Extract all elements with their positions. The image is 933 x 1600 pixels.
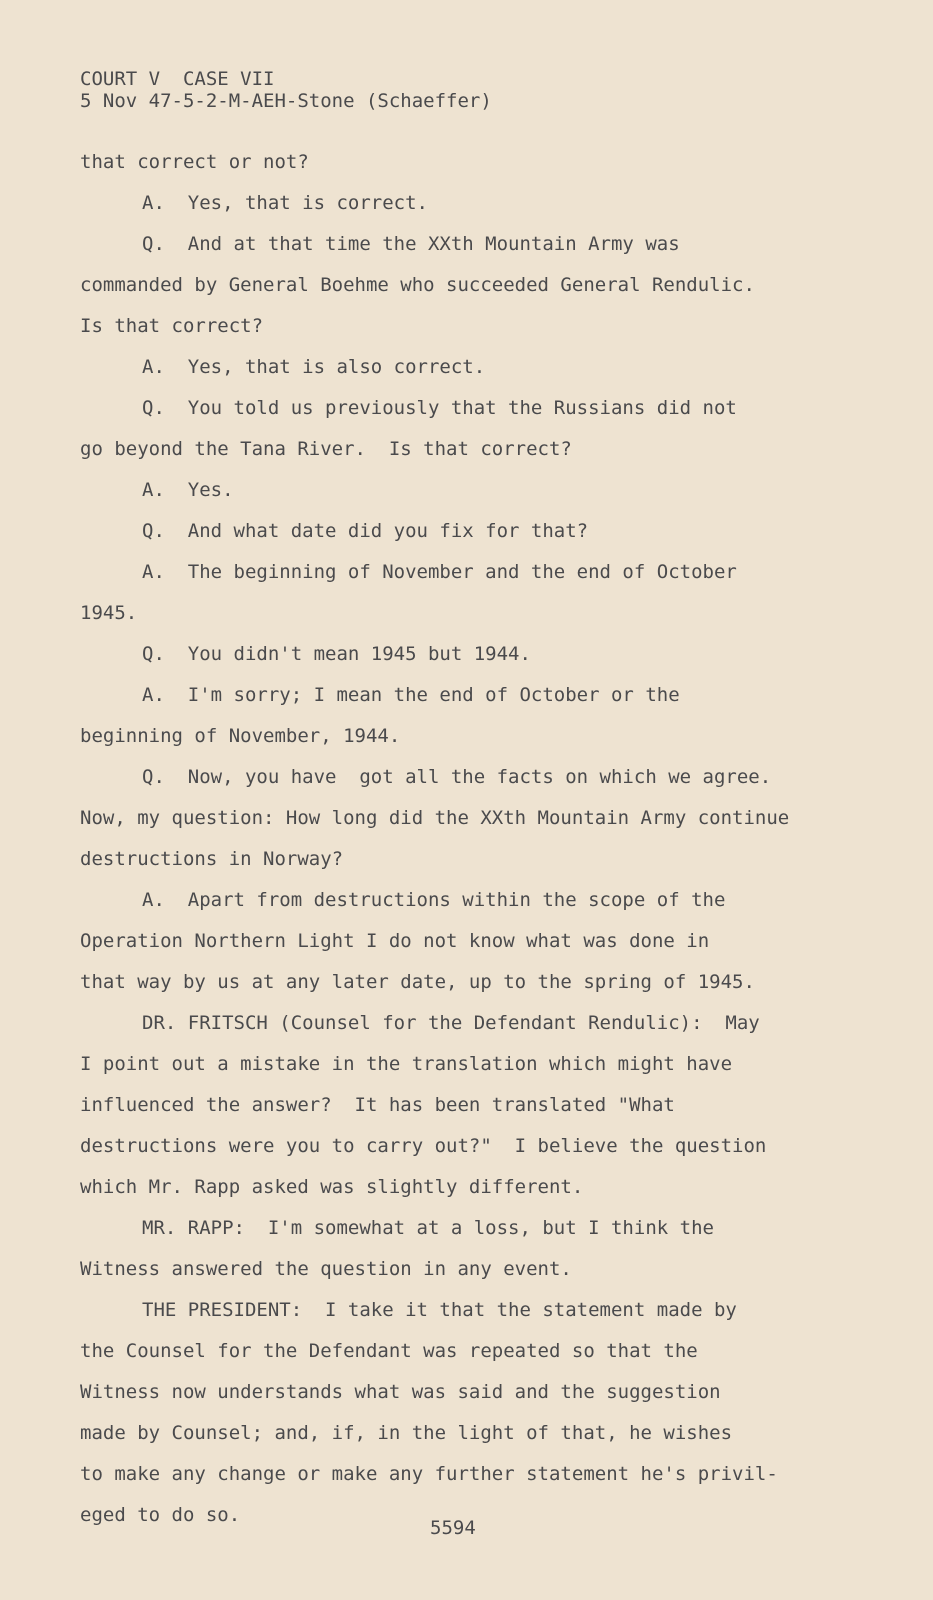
transcript-line: A. Yes.	[142, 479, 234, 501]
transcript-line: that correct or not?	[80, 151, 309, 173]
transcript-line: Witness now understands what was said and the suggestion	[80, 1381, 721, 1403]
transcript-line: destructions in Norway?	[80, 848, 344, 870]
transcript-line: Is that correct?	[80, 315, 264, 337]
transcript-line: eged to do so.	[80, 1504, 241, 1526]
transcript-line: Q. You didn't mean 1945 but 1944.	[142, 643, 531, 665]
transcript-line: influenced the answer? It has been translated "What	[80, 1094, 675, 1116]
transcript-body	[80, 142, 880, 1536]
header-court-case: COURT V CASE VII	[80, 68, 275, 90]
page-header	[80, 68, 492, 112]
transcript-line: commanded by General Boehme who succeeded General Rendulic.	[80, 274, 755, 296]
transcript-line: THE PRESIDENT: I take it that the statement made by	[142, 1299, 737, 1321]
transcript-line: MR. RAPP: I'm somewhat at a loss, but I think the	[142, 1217, 714, 1239]
transcript-line: Operation Northern Light I do not know what was done in	[80, 930, 710, 952]
transcript-line: 1945.	[80, 602, 138, 624]
page-number: 5594	[430, 1517, 476, 1539]
transcript-line: made by Counsel; and, if, in the light of that, he wishes	[80, 1422, 733, 1444]
transcript-line: Q. And what date did you fix for that?	[142, 520, 589, 542]
transcript-line: A. The beginning of November and the end of October	[142, 561, 737, 583]
transcript-line: A. Apart from destructions within the scope of the	[142, 889, 726, 911]
transcript-line: Witness answered the question in any event.	[80, 1258, 572, 1280]
transcript-line: Q. And at that time the XXth Mountain Army was	[142, 233, 680, 255]
transcript-line: to make any change or make any further statement he's privil-	[80, 1463, 778, 1485]
transcript-line: go beyond the Tana River. Is that correct?	[80, 438, 572, 460]
transcript-line: beginning of November, 1944.	[80, 725, 401, 747]
transcript-line: that way by us at any later date, up to the spring of 1945.	[80, 971, 755, 993]
transcript-line: Q. You told us previously that the Russians did not	[142, 397, 737, 419]
transcript-line: A. I'm sorry; I mean the end of October or the	[142, 684, 680, 706]
transcript-line: A. Yes, that is correct.	[142, 192, 428, 214]
transcript-line: A. Yes, that is also correct.	[142, 356, 486, 378]
transcript-line: I point out a mistake in the translation which might have	[80, 1053, 733, 1075]
transcript-line: DR. FRITSCH (Counsel for the Defendant Rendulic): May	[142, 1012, 760, 1034]
transcript-line: Q. Now, you have got all the facts on which we agree.	[142, 766, 772, 788]
transcript-line: which Mr. Rapp asked was slightly different.	[80, 1176, 584, 1198]
transcript-line: Now, my question: How long did the XXth Mountain Army continue	[80, 807, 790, 829]
header-session-info: 5 Nov 47-5-2-M-AEH-Stone (Schaeffer)	[80, 90, 492, 112]
transcript-line: destructions were you to carry out?" I believe the question	[80, 1135, 767, 1157]
transcript-line: the Counsel for the Defendant was repeated so that the	[80, 1340, 698, 1362]
